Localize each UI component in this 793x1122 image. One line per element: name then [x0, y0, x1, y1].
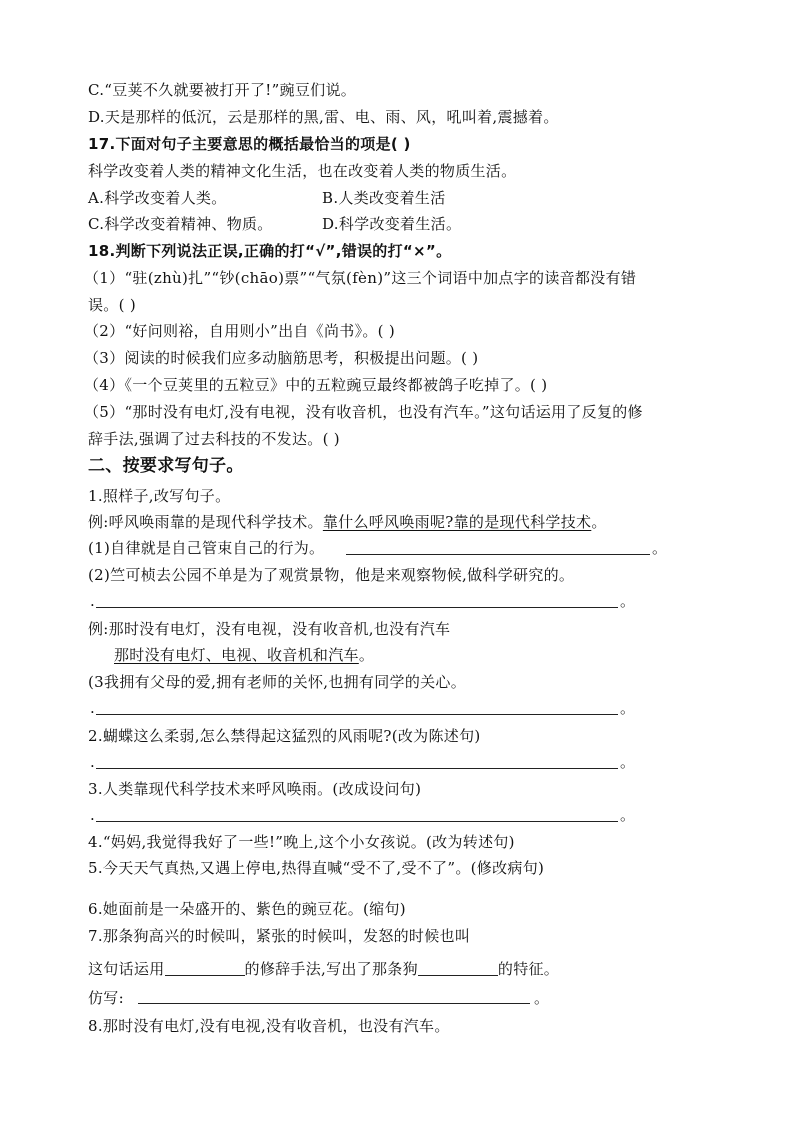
answer-line-q2[interactable] — [96, 768, 618, 769]
option-17c: C.科学改变着精神、物质。 — [88, 215, 273, 233]
q7-fill-line — [88, 959, 559, 979]
question-18-title: 18.判断下列说法正误,正确的打“√”,错误的打“×”。 — [88, 242, 452, 260]
section-2-q5: 5.今天天气真热,又遇上停电,热得直喊“受不了,受不了”。(修改病句) — [88, 859, 545, 877]
q7-fill-text-c: 的特征。 — [497, 960, 560, 978]
section-2-q6: 6.她面前是一朵盛开的、紫色的豌豆花。(缩句) — [88, 900, 406, 918]
example-2-line1: 例:那时没有电灯，没有电视，没有收音机,也没有汽车 — [88, 620, 451, 638]
option-17d: D.科学改变着生活。 — [322, 215, 462, 233]
section-2-q1: 1.照样子,改写句子。 — [88, 487, 231, 505]
period: 。 — [534, 989, 550, 1007]
line-dot: . — [90, 806, 95, 824]
answer-blank-feature[interactable] — [418, 961, 498, 976]
section-2-q4: 4.“妈妈,我觉得我好了一些!”晚上,这个小女孩说。(改为转述句) — [88, 833, 515, 851]
period: 。 — [652, 539, 668, 557]
question-18-item4: （4）《一个豆荚里的五粒豆》中的五粒豌豆最终都被鸽子吃掉了。( ) — [84, 376, 548, 394]
question-18-item5-cont: 辞手法,强调了过去科技的不发达。( ) — [88, 430, 340, 448]
answer-line-s2[interactable] — [96, 607, 618, 608]
period: 。 — [620, 592, 636, 610]
example-1-answer: 靠什么呼风唤雨呢?靠的是现代科学技术 — [322, 513, 592, 531]
q7-fill-text-a: 这句话运用 — [88, 960, 165, 978]
sentence-3: (3我拥有父母的爱,拥有老师的关怀,也拥有同学的关心。 — [88, 673, 467, 691]
answer-line-s3[interactable] — [96, 714, 618, 715]
question-18-item5: （5）“那时没有电灯,没有电视，没有收音机，也没有汽车。”这句话运用了反复的修 — [84, 403, 643, 421]
section-2-q3: 3.人类靠现代科学技术来呼风唤雨。(改成设问句) — [88, 780, 422, 798]
answer-line-q3[interactable] — [96, 821, 618, 822]
section-2-title: 二、按要求写句子。 — [88, 456, 244, 476]
example-1-prefix: 例:呼风唤雨靠的是现代科学技术。 — [88, 513, 323, 531]
period: 。 — [358, 646, 375, 664]
section-2-q7: 7.那条狗高兴的时候叫，紧张的时候叫，发怒的时候也叫 — [88, 927, 471, 945]
option-17a: A.科学改变着人类。 — [88, 189, 227, 207]
line-dot: . — [90, 753, 95, 771]
sentence-1: (1)自律就是自己管束自己的行为。 — [88, 539, 325, 557]
period: 。 — [620, 699, 636, 717]
option-16c: C.“豆荚不久就要被打开了!”豌豆们说。 — [88, 81, 357, 99]
section-2-q8: 8.那时没有电灯,没有电视,没有收音机，也没有汽车。 — [88, 1017, 450, 1035]
q7-imitate-label: 仿写: — [88, 989, 124, 1007]
sentence-2: (2)竺可桢去公园不单是为了观赏景物，他是来观察物候,做科学研究的。 — [88, 566, 575, 584]
answer-line-imitate[interactable] — [138, 1003, 530, 1004]
line-dot: . — [90, 699, 95, 717]
option-16d: D.天是那样的低沉，云是那样的黑,雷、电、雨、风，吼叫着,震撼着。 — [88, 108, 559, 126]
section-2-q2: 2.蝴蝶这么柔弱,怎么禁得起这猛烈的风雨呢?(改为陈述句) — [88, 727, 481, 745]
answer-line-s1[interactable] — [346, 554, 650, 555]
example-2-answer: 那时没有电灯、电视、收音机和汽车 — [114, 646, 359, 664]
question-17-sentence: 科学改变着人类的精神文化生活，也在改变着人类的物质生活。 — [88, 162, 517, 180]
example-1-suffix: 。 — [591, 513, 607, 531]
example-2-line2 — [114, 645, 374, 665]
question-18-item3: （3）阅读的时候我们应多动脑筋思考，积极提出问题。( ) — [84, 349, 479, 367]
period: 。 — [620, 753, 636, 771]
option-17b: B.人类改变着生活 — [322, 189, 446, 207]
line-dot: . — [90, 592, 95, 610]
answer-blank-rhetoric[interactable] — [165, 961, 245, 976]
q7-fill-text-b: 的修辞手法,写出了那条狗 — [244, 960, 418, 978]
example-1 — [88, 512, 607, 532]
question-18-item1: （1）“驻(zhù)扎”“钞(chāo)票”“气氛(fèn)”这三个词语中加点字的读音都没有错 — [84, 269, 637, 287]
period: 。 — [620, 806, 636, 824]
question-18-item1-cont: 误。( ) — [88, 296, 136, 314]
question-17-title: 17.下面对句子主要意思的概括最恰当的项是( ) — [88, 135, 411, 153]
question-18-item2: （2）“好问则裕，自用则小”出自《尚书》。( ) — [84, 322, 396, 340]
